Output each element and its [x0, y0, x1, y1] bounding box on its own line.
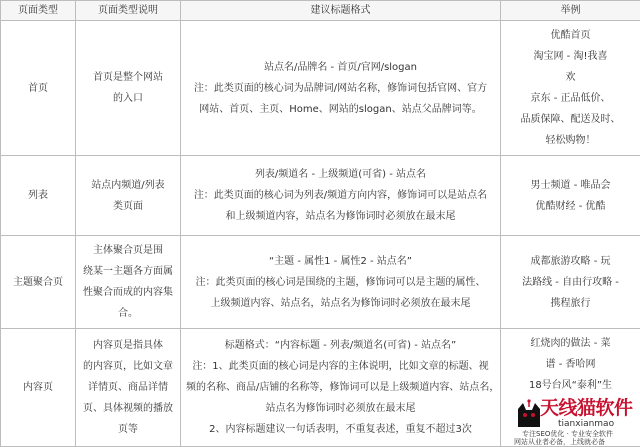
cell-page-desc: 主体聚合页是围 绕某一主题各方面属 性聚合而成的内容集 合。 — [76, 236, 181, 329]
cell-title-format: 站点名/品牌名 - 首页/官网/slogan 注：此类页面的核心词为品牌词/网站名称，修饰词包括官网、官方 网站、首页、主页、Home、网站的slogan、站点父品牌词等。 — [181, 21, 501, 156]
table-row — [1, 156, 640, 236]
table-row — [1, 21, 640, 156]
table-header-row — [1, 1, 640, 21]
header-page-desc: 页面类型说明 — [76, 1, 181, 21]
cell-title-format: 标题格式：“内容标题 - 列表/频道名(可省) - 站点名” 注：1、此类页面的核心词是内容的主体说明，比如文章的标题、视 频的名称、商品/店铺的名称等，修饰词可以是上级频道内容、站点名， 站点名为修饰词时必须放在最末尾 2、内容标题建议一句话表明，不重复表述，重复不超过3次 — [181, 329, 501, 447]
watermark-tagline: 网站从业者必备，上线就必备 — [514, 437, 605, 447]
cell-example: 男士频道 - 唯品会 优酷财经 - 优酷 — [501, 156, 640, 236]
watermark-pinyin: tianxianmao — [558, 419, 614, 429]
cell-example: 优酷首页 淘宝网 - 淘!我喜 欢 京东 - 正品低价、 品质保障、配送及时、 轻松购物！ — [501, 21, 640, 156]
watermark-tagline: 专注SEO优化 · 专业安全软件 — [522, 429, 613, 439]
cell-example: 红烧肉的做法 - 菜 谱 - 香哈网 18号台风“泰利”生 — [501, 329, 640, 447]
cell-title-format: “主题 - 属性1 - 属性2 - 站点名” 注：此类页面的核心词是围绕的主题，修饰词可以是主题的属性、 上级频道内容、站点名，站点名为修饰词时必须放在最末尾 — [181, 236, 501, 329]
watermark-logo — [508, 393, 640, 445]
cell-page-type: 内容页 — [1, 329, 76, 447]
cell-page-type: 主题聚合页 — [1, 236, 76, 329]
table-row — [1, 236, 640, 329]
header-example: 举例 — [501, 1, 640, 21]
cell-example: 成都旅游攻略 - 玩 法路线 - 自由行攻略 - 携程旅行 — [501, 236, 640, 329]
header-page-type: 页面类型 — [1, 1, 76, 21]
header-title-format: 建议标题格式 — [181, 1, 501, 21]
cell-page-desc: 首页是整个网站 的入口 — [76, 21, 181, 156]
cell-page-type: 首页 — [1, 21, 76, 156]
watermark-title: 天线猫软件 — [540, 397, 633, 419]
cell-page-desc: 站点内频道/列表 类页面 — [76, 156, 181, 236]
cell-page-desc: 内容页是指具体 的内容页，比如文章 详情页、商品详情 页、具体视频的播放 页等 — [76, 329, 181, 447]
cell-title-format: 列表/频道名 - 上级频道(可省) - 站点名 注：此类页面的核心词为列表/频道方向内容，修饰词可以是站点名 和上级频道内容，站点名为修饰词时必须放在最末尾 — [181, 156, 501, 236]
cell-page-type: 列表 — [1, 156, 76, 236]
